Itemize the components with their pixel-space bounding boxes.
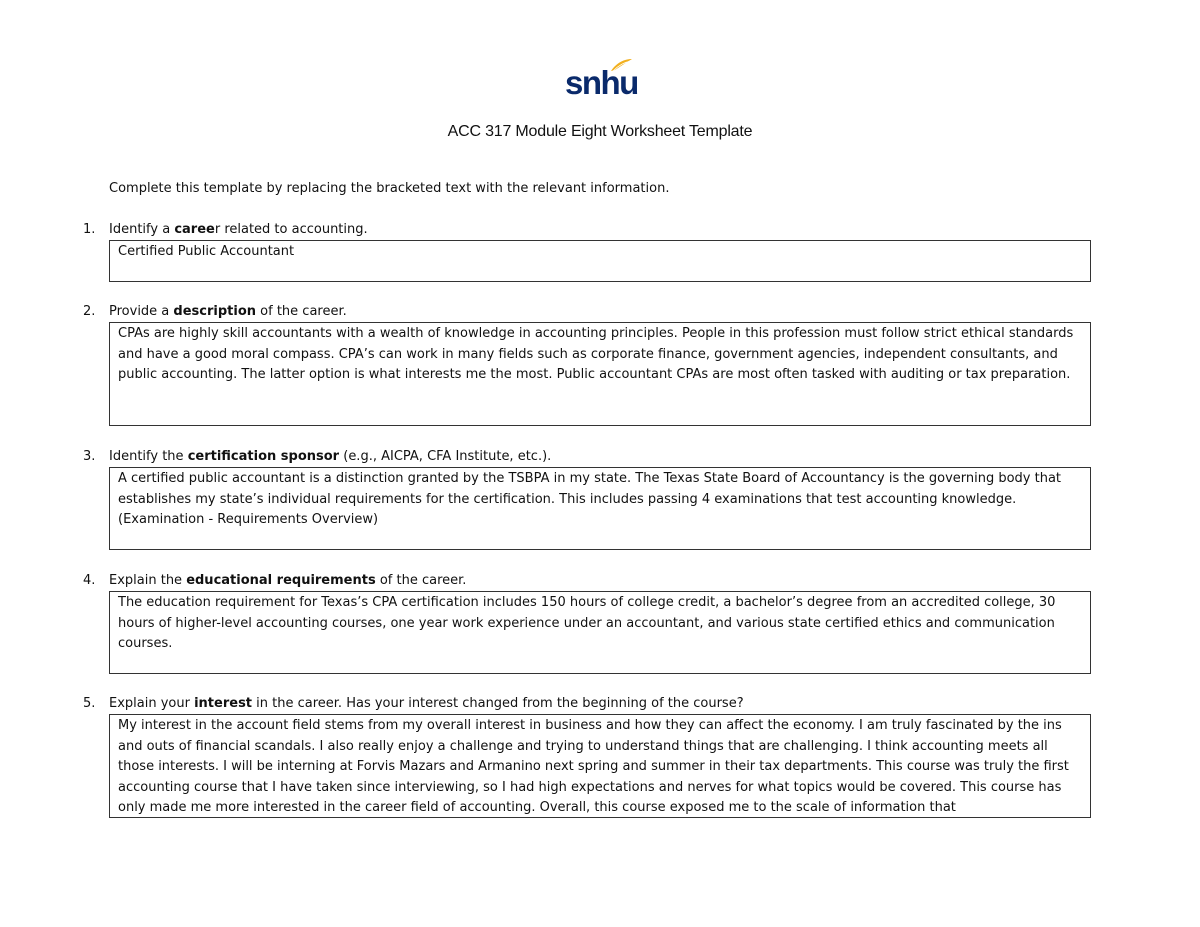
question-text: of the career. — [256, 304, 347, 319]
question-keyword: caree — [174, 222, 215, 237]
question-keyword: description — [173, 304, 257, 319]
question-number: 2. — [83, 304, 96, 319]
answer-box-1[interactable]: Certified Public Accountant — [109, 240, 1091, 282]
question-5 — [83, 696, 744, 711]
question-text: r related to accounting. — [214, 222, 368, 237]
question-keyword: certification sponsor — [187, 449, 340, 464]
answer-box-4[interactable]: The education requirement for Texas’s CPA certification includes 150 hours of college credit, a bachelor’s degree from an accredited college, 30 hours of higher-level accounting courses, one year work experience under an accountant, and various state certified ethics and communication courses. — [109, 591, 1091, 674]
question-keyword: educational requirements — [186, 573, 376, 588]
instructions-text: Complete this template by replacing the bracketed text with the relevant information. — [109, 181, 670, 196]
question-4 — [83, 573, 466, 588]
question-text: in the career. Has your interest changed from the beginning of the course? — [252, 696, 744, 711]
question-text: Provide a — [109, 304, 174, 319]
logo-wordmark: snhu — [565, 64, 638, 101]
question-3 — [83, 449, 551, 464]
question-text: Explain your — [109, 696, 195, 711]
question-text: Explain the — [109, 573, 187, 588]
question-number: 3. — [83, 449, 96, 464]
question-number: 4. — [83, 573, 96, 588]
question-number: 5. — [83, 696, 96, 711]
answer-box-2[interactable]: CPAs are highly skill accountants with a wealth of knowledge in accounting principles. People in this profession must follow strict ethical standards and have a good moral compass. CPA’s can work in many fields such as corporate finance, government agencies, independent consultants, and public accounting. The latter option is what interests me the most. Public accountant CPAs are most often tasked with auditing or tax preparation. — [109, 322, 1091, 426]
question-text: Identify the — [109, 449, 188, 464]
question-text: (e.g., AICPA, CFA Institute, etc.). — [339, 449, 552, 464]
question-number: 1. — [83, 222, 96, 237]
question-keyword: interest — [194, 696, 253, 711]
question-2 — [83, 304, 347, 319]
snhu-logo — [565, 58, 638, 104]
question-text: Identify a — [109, 222, 175, 237]
question-1 — [83, 222, 368, 237]
answer-box-5[interactable]: My interest in the account field stems from my overall interest in business and how they can affect the economy. I am truly fascinated by the ins and outs of financial scandals. I also really enjoy a challenge and trying to understand things that are challenging. I think accounting meets all those interests. I will be interning at Forvis Mazars and Armanino next spring and summer in their tax departments. This course was truly the first accounting course that I have taken since interviewing, so I had high expectations and nerves for what topics would be covered. This course has only made me more interested in the career field of accounting. Overall, this course exposed me to the scale of information that — [109, 714, 1091, 818]
answer-box-3[interactable]: A certified public accountant is a distinction granted by the TSBPA in my state. The Texas State Board of Accountancy is the governing body that establishes my state’s individual requirements for the certification. This includes passing 4 examinations that test accounting knowledge. (Examination - Requirements Overview) — [109, 467, 1091, 550]
page-title: ACC 317 Module Eight Worksheet Template — [447, 123, 753, 140]
question-text: of the career. — [375, 573, 467, 588]
